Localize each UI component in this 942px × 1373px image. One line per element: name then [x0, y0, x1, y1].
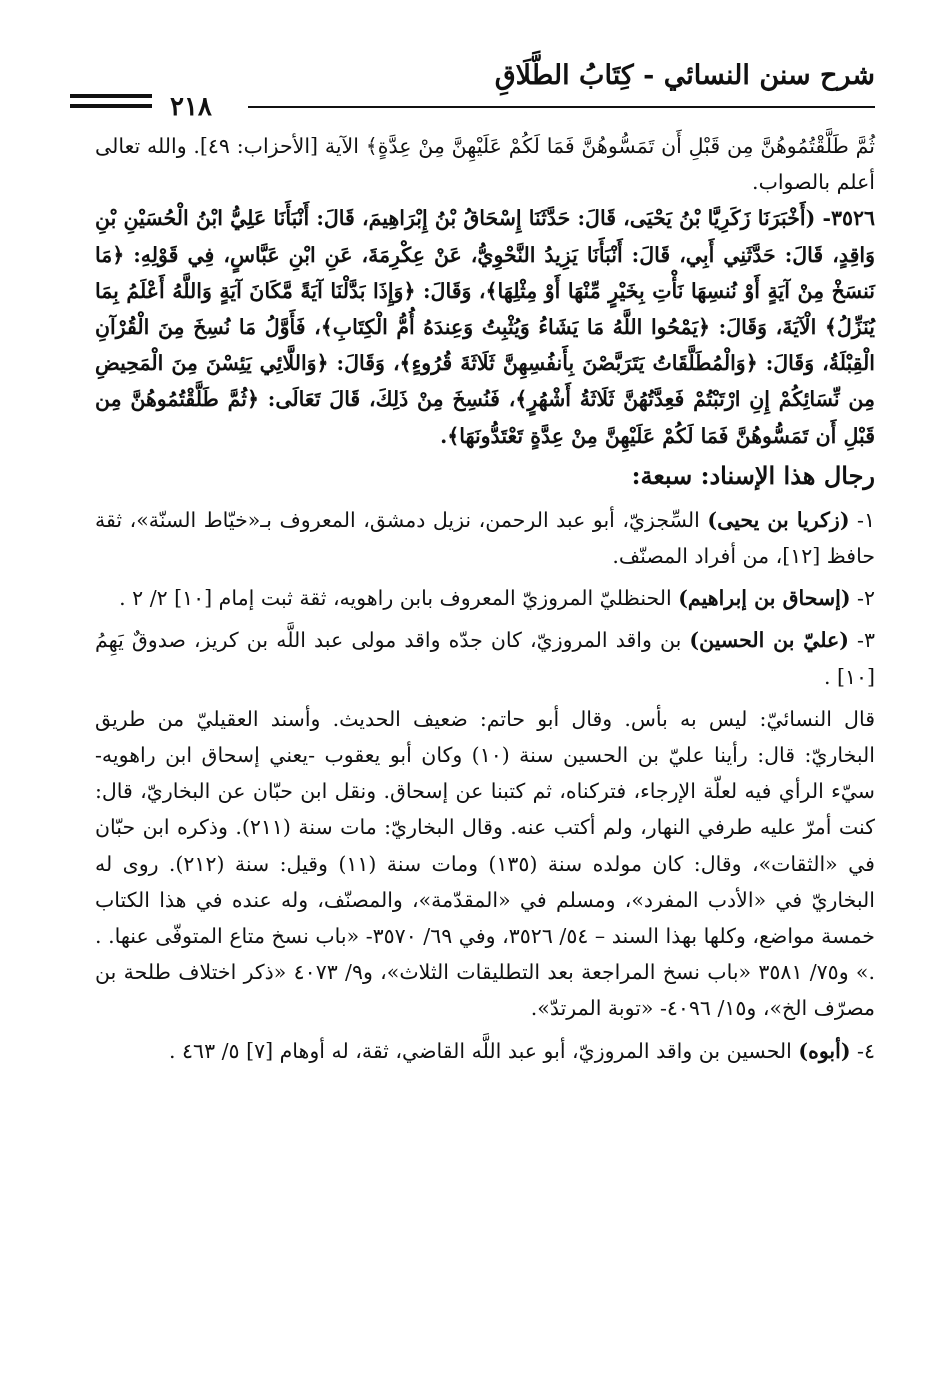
commentary-paragraph: قال النسائيّ: ليس به بأس. وقال أبو حاتم: ضعيف الحديث. وأسند العقيليّ من طريق البخاريّ: قال: رأينا عليّ بن الحسين سنة (١٠) وكان أبو يعقوب -يعني إسحاق ابن راهويه- سيّء الرأي فيه لعلّة الإرجاء، فتركناه، ثم كتبنا عن إسحاق. ونقل ابن حبّان عن البخاريّ، قال: كنت أمرّ عليه طرفي النهار، ولم أكتب عنه. وقال البخاريّ: مات سنة (٢١١). وذكره ابن حبّان في «الثقات»، وقال: كان مولده سنة (١٣٥) ومات سنة (١١) وقيل: سنة (٢١٢). روى له البخاريّ في «الأدب المفرد»، ومسلم في «المقدّمة»، والمصنّف، وله عنده في هذا الكتاب خمسة مواضع، وكلها بهذا السند – ٥٤/ ٣٥٢٦، وفي ٦٩/ ٣٥٧٠- «باب نسخ متاع المتوفّى عنها. . .» و٧٥/ ٣٥٨١ «باب نسخ المراجعة بعد التطليقات الثلاث»، و٩/ ٤٠٧٣ «ذكر اختلاف طلحة بن مصرّف الخ»، و١٥/ ٤٠٩٦- «توبة المرتدّ». [95, 706, 875, 1021]
narrator-entry-2 [95, 580, 875, 616]
page-header [70, 60, 875, 120]
narrator-name: (زكريا بن يحيى) [707, 507, 850, 532]
narrator-entry-4 [95, 1033, 875, 1069]
entry-number: ٣- [848, 628, 875, 653]
narrator-description: الحنظليّ المروزيّ المعروف بابن راهويه، ثقة ثبت إمام [١٠] ٢/ ٢ . [119, 586, 679, 611]
header-rule-line [248, 106, 875, 108]
narrator-name: (إسحاق بن إبراهيم) [678, 586, 851, 611]
header-rule-block [70, 94, 152, 114]
narrator-entry-1 [95, 502, 875, 574]
narrator-name: (عليّ بن الحسين) [689, 628, 849, 653]
narrator-description: بن واقد المروزيّ، كان جدّه واقد مولى عبد اللَّه بن كريز، صدوقٌ يَهِمُ [١٠] . [95, 628, 875, 689]
page-number: ٢١٨ [170, 92, 212, 122]
entry-number: ٤- [850, 1038, 875, 1063]
page-body [95, 128, 875, 1069]
narrator-description: السِّجزيّ، أبو عبد الرحمن، نزيل دمشق، المعروف بـ«خيّاط السنّة»، ثقة حافظ [١٢]، من أفراد المصنّف. [95, 507, 875, 569]
verse-continuation-paragraph: ثُمَّ طَلَّقْتُمُوهُنَّ مِن قَبْلِ أَن تَمَسُّوهُنَّ فَمَا لَكُمْ عَلَيْهِنَّ مِنْ عِدَّةٍ﴾ الآية [الأحزاب: ٤٩]. والله تعالى أعلم بالصواب. [95, 134, 876, 195]
narrator-description: الحسين بن واقد المروزيّ، أبو عبد اللَّه القاضي، ثقة، له أوهام [٧] ٥/ ٤٦٣ . [169, 1038, 799, 1063]
narrator-entry-3 [95, 622, 875, 694]
entry-number: ١- [849, 507, 876, 532]
narrator-name: (أبوه) [798, 1038, 851, 1063]
entry-number: ٢- [850, 586, 875, 611]
hadith-text: ٣٥٢٦- (أَخْبَرَنَا زَكَرِيَّا بْنُ يَحْيَى، قَالَ: حَدَّثَنَا إِسْحَاقُ بْنُ إِبْرَاهِيمَ، قَالَ: أَنْبَأَنَا عَلِيُّ ابْنُ الْحُسَيْنِ بْنِ وَاقِدٍ، قَالَ: حَدَّثَنِي أَبِي، قَالَ: أَنْبَأَنَا يَزِيدُ النَّحْوِيُّ، عَنْ عِكْرِمَةَ، عَنِ ابْنِ عَبَّاسٍ، فِي قَوْلِهِ: ﴿مَا نَنسَخْ مِنْ آيَةٍ أَوْ نُنسِهَا نَأْتِ بِخَيْرٍ مِّنْهَا أَوْ مِثْلِهَا﴾، وَقَالَ: ﴿وَإِذَا بَدَّلْنَا آيَةً مَّكَانَ آيَةٍ وَاللَّهُ أَعْلَمُ بِمَا يُنَزِّلُ﴾ الْآيَةَ، وَقَالَ: ﴿يَمْحُوا اللَّهُ مَا يَشَاءُ وَيُثْبِتُ وَعِندَهُ أُمُّ الْكِتَابِ﴾، فَأَوَّلُ مَا نُسِخَ مِنَ الْقُرْآنِ الْقِبْلَةُ، وَقَالَ: ﴿وَالْمُطَلَّقَاتُ يَتَرَبَّصْنَ بِأَنفُسِهِنَّ ثَلَاثَةَ قُرُوءٍ﴾، وَقَالَ: ﴿وَاللَّائِي يَئِسْنَ مِنَ الْمَحِيضِ مِن نِّسَائِكُمْ إِنِ ارْتَبْتُمْ فَعِدَّتُهُنَّ ثَلَاثَةُ أَشْهُرٍ﴾، فَنُسِخَ مِنْ ذَلِكَ، قَالَ تَعَالَى: ﴿ثُمَّ طَلَّقْتُمُوهُنَّ مِن قَبْلِ أَن تَمَسُّوهُنَّ فَمَا لَكُمْ عَلَيْهِنَّ مِنْ عِدَّةٍ تَعْتَدُّونَهَا﴾. [95, 206, 875, 448]
section-heading: رجال هذا الإسناد: سبعة: [631, 460, 875, 490]
running-title: شرح سنن النسائي - كِتَابُ الطَّلَاقِ [494, 60, 875, 91]
